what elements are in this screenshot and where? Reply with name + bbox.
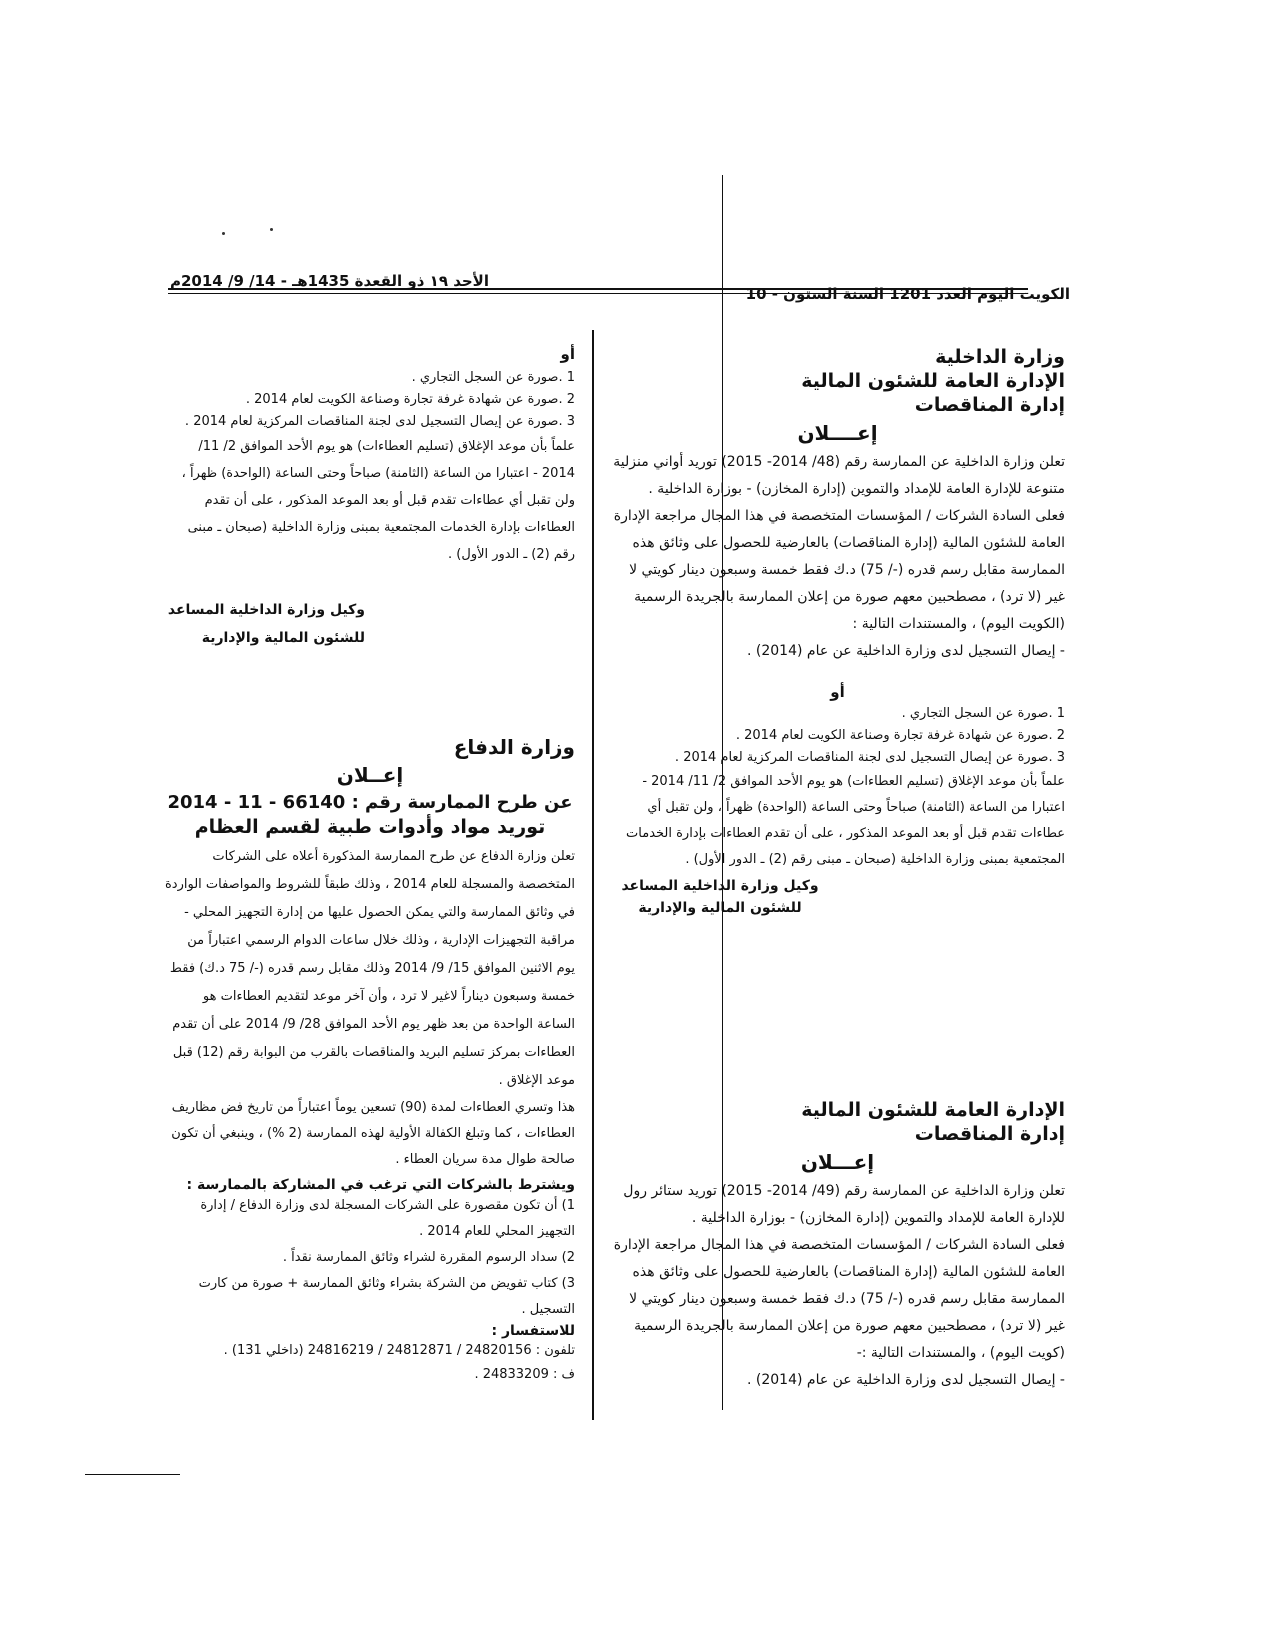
- notice-body: تعلن وزارة الدفاع عن طرح الممارسة المذكورة أعلاه على الشركات المتخصصة والمسجلة للعام 2014 ، وذلك طبقاً للشروط والمواصفات الواردة في وثائق الممارسة والتي يمكن الحصول عليها من إدارة التجهيز المحلي - مراقبة التجهيزات الإدارية ، وذلك خلال ساعات الدوام الرسمي اعتباراً من يوم الاثنين الموافق 15/ 9/ 2014 وذلك مقابل رسم قدره (-/ 75 د.ك) فقط خمسة وسبعون ديناراً لاغير لا ترد ، وأن آخر موعد لتقديم العطاءات هو الساعة الواحدة من بعد ظهر يوم الأحد الموافق 28/ 9/ 2014 على أن تقدم العطاءات بمركز تسليم البريد والمناقصات بالقرب من البوابة رقم (12) قبل موعد الإغلاق .: [165, 849, 575, 1088]
- notice-paragraph: تعلن وزارة الداخلية عن الممارسة رقم (49/ 2014- 2015) توريد ستائر رول للإدارة العامة للإمداد والتموين (إدارة المخازن) - بوزارة الداخلية .: [623, 1183, 1065, 1226]
- ministry-name: وزارة الدفاع: [453, 735, 575, 759]
- list-item: 1) أن تكون مقصورة على الشركات المسجلة لدى وزارة الدفاع / إدارة التجهيز المحلي للعام 2014 .: [200, 1198, 575, 1239]
- department-name: الإدارة العامة للشئون المالية: [801, 1099, 1065, 1121]
- validity-paragraph: هذا وتسري العطاءات لمدة (90) تسعين يوماً اعتباراً من تاريخ فض مظاريف العطاءات ، كما وتبلغ الكفالة الأولية لهذه الممارسة (2 %) ، وينبغي أن تكون صالحة طوال مدة سريان العطاء .: [171, 1100, 575, 1167]
- list-item: 1 .صورة عن السجل التجاري .: [901, 706, 1065, 721]
- or-label: أو: [560, 345, 575, 363]
- signature-line: للشئون المالية والإدارية: [638, 900, 802, 916]
- notice-interior-48: [610, 345, 1065, 665]
- list-item: 3 .صورة عن إيصال التسجيل لدى لجنة المناقصات المركزية لعام 2014 .: [184, 414, 575, 429]
- closing-paragraph: علماً بأن موعد الإغلاق (تسليم العطاءات) هو يوم الأحد الموافق 2/ 11/ 2014 - اعتبارا من الساعة (الثامنة) صباحاً وحتى الساعة (الواحدة) ظهراً ، ولن تقبل أي عطاءات تقدم قبل أو بعد الموعد المذكور ، على أن تقدم العطاءات بإدارة الخدمات المجتمعية بمبنى وزارة الداخلية (صبحان ـ مبنى رقم (2) ـ الدور الأول) .: [626, 774, 1065, 867]
- announcement-heading: إعـــلان: [800, 1150, 875, 1174]
- signature-block: [165, 596, 365, 652]
- scan-speck: [222, 232, 225, 235]
- signature-line: وكيل وزارة الداخلية المساعد: [167, 602, 365, 618]
- section-name: إدارة المناقصات: [914, 1123, 1065, 1145]
- list-item: 3) كتاب تفويض من الشركة بشراء وثائق الممارسة + صورة من كارت التسجيل .: [198, 1276, 575, 1317]
- notice-paragraph: - إيصال التسجيل لدى وزارة الداخلية عن عام (2014) .: [746, 1372, 1065, 1388]
- notice-paragraph: تعلن وزارة الداخلية عن الممارسة رقم (48/ 2014- 2015) توريد أواني منزلية متنوعة للإدارة العامة للإمداد والتموين (إدارة المخازن) - بوزارة الداخلية .: [613, 454, 1065, 497]
- signature-block: [615, 875, 825, 919]
- date-header: الأحد ١٩ ذو القعدة 1435هـ - 14/ 9/ 2014م: [170, 272, 489, 290]
- notice-continuation: [165, 345, 575, 652]
- conditions-list: [165, 1193, 575, 1323]
- documents-list: [165, 367, 575, 433]
- scan-speck: [270, 228, 273, 231]
- fax-line: ف : 24833209 .: [474, 1367, 575, 1382]
- list-item: 2) سداد الرسوم المقررة لشراء وثائق الممارسة نقداً .: [282, 1250, 575, 1265]
- issue-header: الكويت اليوم العدد 1201 السنة الستون - 10: [745, 285, 1070, 303]
- tender-title: عن طرح الممارسة رقم : 66140 - 11 - 2014: [167, 792, 573, 813]
- section-name: إدارة المناقصات: [914, 394, 1065, 416]
- notice-paragraph: فعلى السادة الشركات / المؤسسات المتخصصة في هذا المجال مراجعة الإدارة العامة للشئون المالية (إدارة المناقصات) بالعارضية للحصول على وثائق هذه الممارسة مقابل رسم قدره (-/ 75) د.ك فقط خمسة وسبعون دينار كويتي لا غير (لا ترد) ، مصطحبين معهم صورة من إعلان الممارسة بالجريدة الرسمية (كويت اليوم) ، والمستندات التالية :-: [613, 1237, 1065, 1361]
- closing-paragraph: علماً بأن موعد الإغلاق (تسليم العطاءات) هو يوم الأحد الموافق 2/ 11/ 2014 - اعتبارا من الساعة (الثامنة) صباحاً وحتى الساعة (الواحدة) ظهراً ، ولن تقبل أي عطاءات تقدم قبل أو بعد الموعد المذكور ، على أن تقدم العطاءات بإدارة الخدمات المجتمعية بمبنى وزارة الداخلية (صبحان ـ مبنى رقم (2) ـ الدور الأول) .: [181, 439, 575, 562]
- announcement-heading: إعــلان: [336, 763, 404, 787]
- or-label: أو: [830, 683, 845, 701]
- notice-interior-48-requirements: [610, 683, 1065, 919]
- footer-rule: [85, 1474, 180, 1475]
- ministry-name: وزارة الداخلية: [935, 346, 1065, 368]
- notice-paragraph: فعلى السادة الشركات / المؤسسات المتخصصة في هذا المجال مراجعة الإدارة العامة للشئون المالية (إدارة المناقصات) بالعارضية للحصول على وثائق هذه الممارسة مقابل رسم قدره (-/ 75) د.ك فقط خمسة وسبعون دينار كويتي لا غير (لا ترد) ، مصطحبين معهم صورة من إعلان الممارسة بالجريدة الرسمية (الكويت اليوم) ، والمستندات التالية :: [613, 508, 1065, 632]
- list-item: 1 .صورة عن السجل التجاري .: [411, 370, 575, 385]
- signature-line: للشئون المالية والإدارية: [201, 630, 365, 646]
- column-divider: [592, 330, 594, 1420]
- phone-line: تلفون : 24820156 / 24812871 / 24816219 (داخلي 131) .: [223, 1343, 575, 1358]
- list-item: 2 .صورة عن شهادة غرفة تجارة وصناعة الكويت لعام 2014 .: [245, 392, 575, 407]
- notice-defense: [165, 735, 575, 1387]
- list-item: 2 .صورة عن شهادة غرفة تجارة وصناعة الكويت لعام 2014 .: [735, 728, 1065, 743]
- inquiry-heading: للاستفسار :: [491, 1323, 575, 1339]
- documents-list: [610, 703, 1065, 769]
- tender-subject: توريد مواد وأدوات طبية لقسم العظام: [194, 816, 546, 838]
- signature-line: وكيل وزارة الداخلية المساعد: [621, 878, 819, 894]
- notice-paragraph: - إيصال التسجيل لدى وزارة الداخلية عن عام (2014) .: [746, 643, 1065, 659]
- department-name: الإدارة العامة للشئون المالية: [801, 370, 1065, 392]
- announcement-heading: إعــــلان: [797, 421, 878, 445]
- list-item: 3 .صورة عن إيصال التسجيل لدى لجنة المناقصات المركزية لعام 2014 .: [674, 750, 1065, 765]
- notice-interior-49: [610, 1098, 1065, 1394]
- conditions-heading: ويشترط بالشركات التي ترغب في المشاركة بالممارسة :: [186, 1177, 575, 1193]
